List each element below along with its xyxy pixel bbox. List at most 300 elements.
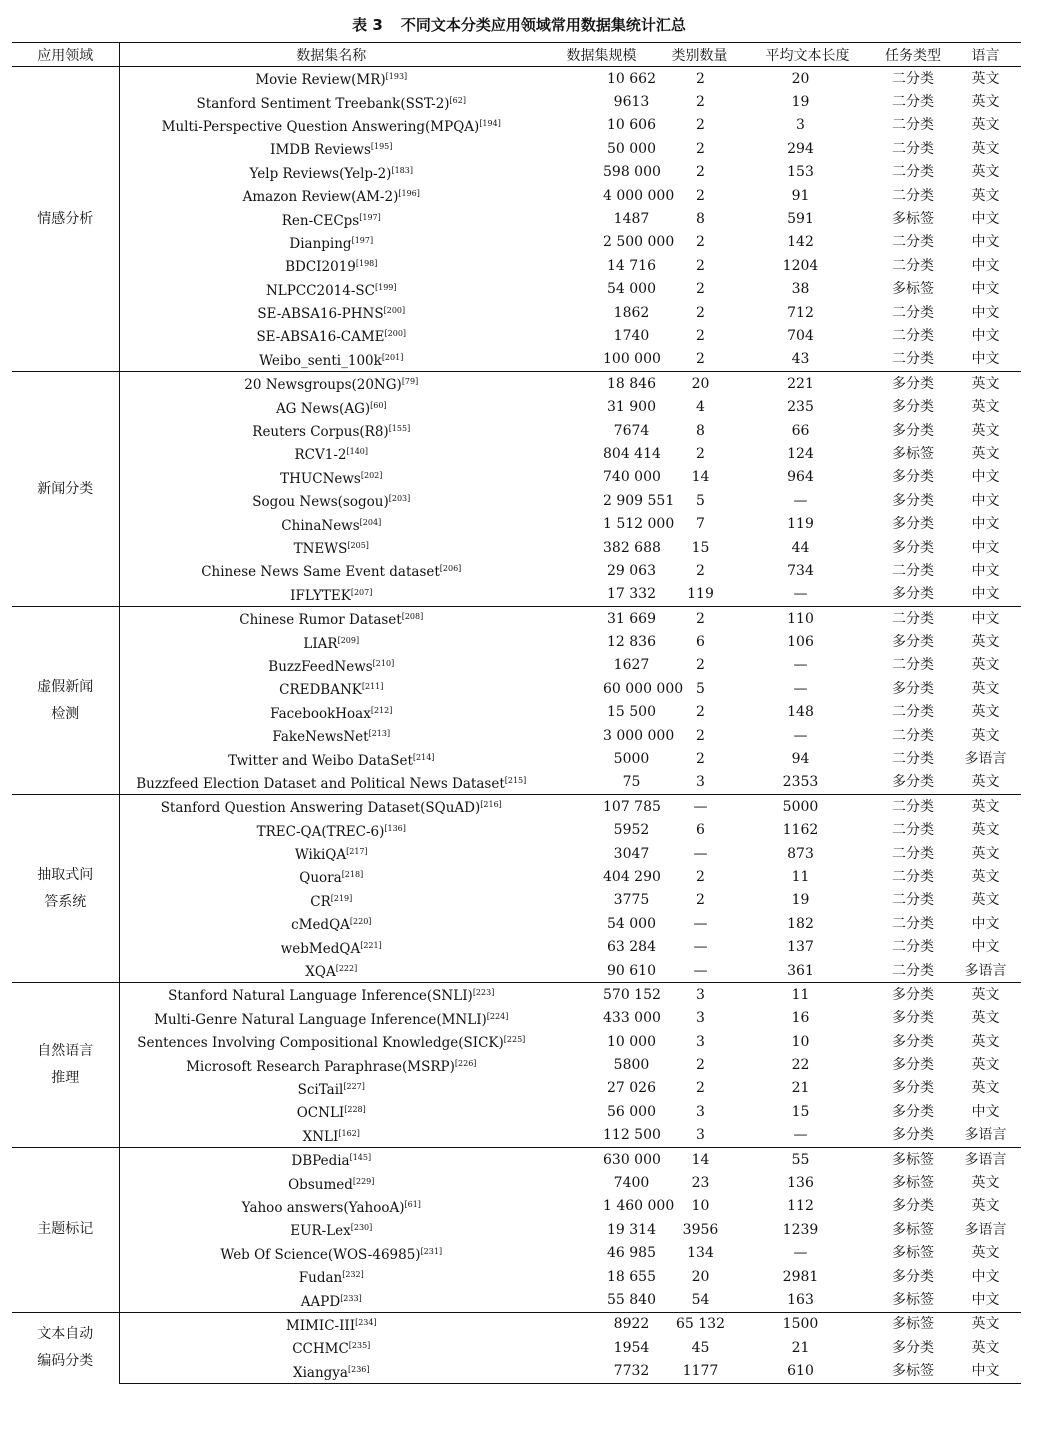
language-cell: 英文 <box>950 1312 1021 1336</box>
dataset-name: SE-ABSA16-PHNS <box>257 306 384 323</box>
dataset-name: TREC-QA(TREC-6) <box>256 823 385 840</box>
language-cell: 英文 <box>971 422 1000 439</box>
dataset-name: Xiangya <box>292 1364 348 1381</box>
class-count-cell: 54 <box>691 1292 710 1308</box>
class-count-cell: 2 <box>696 187 705 204</box>
table-row <box>12 442 1021 465</box>
avg-text-length-cell: 182 <box>787 915 814 932</box>
dataset-name-cell <box>119 254 543 277</box>
avg-text-length-cell: 610 <box>739 1359 876 1383</box>
dataset-size-cell: 3775 <box>613 892 650 909</box>
dataset-size-cell: 1862 <box>613 304 650 321</box>
citation-ref: [194] <box>479 118 501 128</box>
dataset-name: ChinaNews <box>281 517 360 534</box>
dataset-name: CR <box>310 893 331 910</box>
avg-text-length-cell: 361 <box>787 962 814 979</box>
dataset-name-cell <box>119 1100 543 1123</box>
dataset-name-cell <box>119 842 543 865</box>
dataset-table <box>12 42 1021 1384</box>
dataset-name: Obsumed <box>288 1176 353 1193</box>
dataset-size-cell: 7732 <box>543 1359 660 1383</box>
language-cell: 中文 <box>971 1103 1000 1120</box>
avg-text-length-cell: 124 <box>787 445 814 462</box>
avg-text-length-cell: 964 <box>787 469 814 486</box>
citation-ref: [234] <box>355 1317 377 1327</box>
dataset-name: Microsoft Research Paraphrase(MSRP) <box>186 1058 455 1075</box>
dataset-name: RCV1-2 <box>294 447 347 464</box>
task-type-cell: 多分类 <box>892 774 934 791</box>
class-count-cell: — <box>693 915 708 932</box>
dataset-name: EUR-Lex <box>290 1223 351 1240</box>
dataset-name: Buzzfeed Election Dataset and Political News Dataset <box>136 775 505 792</box>
citation-ref: [215] <box>504 775 527 785</box>
language-cell: 英文 <box>971 822 1000 839</box>
dataset-name: Reuters Corpus(R8) <box>252 424 389 441</box>
dataset-name: Stanford Sentiment Treebank(SST-2) <box>196 95 450 112</box>
citation-ref: [200] <box>383 306 406 316</box>
dataset-name-cell <box>119 489 543 512</box>
dataset-size-cell: 10 606 <box>607 117 656 134</box>
dataset-size-cell: 804 414 <box>603 445 661 462</box>
dataset-size-cell: 7674 <box>613 422 650 439</box>
header-area: 应用领域 <box>12 43 119 67</box>
table-row <box>12 489 1021 512</box>
table-row <box>12 1147 1021 1171</box>
dataset-name-cell <box>119 701 543 724</box>
dataset-size-cell: 4 000 000 <box>603 187 675 204</box>
dataset-size-cell: 9613 <box>613 94 650 111</box>
table-row <box>12 1336 1021 1359</box>
class-count-cell: 6 <box>696 634 705 651</box>
language-cell: 英文 <box>971 1339 1000 1356</box>
dataset-name: AAPD <box>300 1293 341 1310</box>
class-count-cell: 2 <box>696 704 705 721</box>
application-area-cell <box>12 795 119 983</box>
task-type-cell: 二分类 <box>892 94 934 111</box>
language-cell: 英文 <box>971 1198 1000 1215</box>
table-row <box>12 842 1021 865</box>
table-row <box>12 207 1021 230</box>
dataset-name-cell <box>119 395 543 418</box>
table-row <box>12 865 1021 888</box>
class-count-cell: 2 <box>696 892 705 909</box>
class-count-cell: — <box>693 962 708 979</box>
avg-text-length-cell: 55 <box>739 1147 876 1171</box>
table-row <box>12 278 1021 301</box>
citation-ref: [61] <box>404 1199 421 1209</box>
dataset-size-cell: 90 610 <box>607 962 656 979</box>
language-cell: 中文 <box>971 257 1000 274</box>
class-count-cell: 3956 <box>682 1221 719 1238</box>
dataset-size-cell: 75 <box>622 774 641 791</box>
table-row <box>12 559 1021 582</box>
citation-ref: [193] <box>385 72 408 82</box>
dataset-name-cell <box>119 348 543 372</box>
dataset-size-cell: 3 000 000 <box>603 727 675 744</box>
dataset-name: THUCNews <box>280 470 361 487</box>
dataset-size-cell: 5000 <box>613 751 650 768</box>
dataset-name-cell <box>119 983 543 1007</box>
table-row <box>12 912 1021 935</box>
class-count-cell: 4 <box>696 399 705 416</box>
language-cell: 英文 <box>950 983 1021 1007</box>
citation-ref: [205] <box>347 541 369 550</box>
task-type-cell: 多分类 <box>892 1010 934 1027</box>
dataset-name: CCHMC <box>292 1341 349 1358</box>
dataset-name: Yelp Reviews(Yelp-2) <box>249 165 392 182</box>
language-cell: 英文 <box>950 372 1021 396</box>
dataset-name-cell <box>119 419 543 442</box>
avg-text-length-cell: 110 <box>739 606 876 630</box>
dataset-name-cell <box>119 1030 543 1053</box>
avg-text-length-cell: 10 <box>791 1033 810 1050</box>
dataset-size-cell: 27 026 <box>607 1080 656 1097</box>
class-count-cell: 2 <box>696 657 705 674</box>
table-row <box>12 137 1021 160</box>
language-cell: 中文 <box>971 1268 1000 1285</box>
table-row <box>12 677 1021 700</box>
dataset-name-cell <box>119 935 543 958</box>
language-cell: 多语言 <box>964 962 1007 979</box>
task-type-cell: 多分类 <box>876 983 950 1007</box>
class-count-cell: 2 <box>696 164 705 181</box>
avg-text-length-cell: 294 <box>787 140 814 157</box>
table-row <box>12 1265 1021 1288</box>
class-count-cell: 2 <box>696 117 705 134</box>
avg-text-length-cell: — <box>793 727 808 744</box>
task-type-cell: 多分类 <box>892 1057 934 1074</box>
class-count-cell: 2 <box>660 606 739 630</box>
header-avg-length: 平均文本长度 <box>739 43 876 67</box>
dataset-name-cell <box>119 865 543 888</box>
dataset-name-cell <box>119 207 543 230</box>
dataset-size-cell: 19 314 <box>607 1221 656 1238</box>
citation-ref: [213] <box>368 729 391 739</box>
citation-ref: [199] <box>375 282 397 292</box>
task-type-cell: 多标签 <box>876 1359 950 1383</box>
task-type-cell: 多分类 <box>892 634 934 651</box>
avg-text-length-cell: 21 <box>791 1080 810 1097</box>
application-area-label: 文本自动编码分类 <box>37 1326 94 1370</box>
table-row <box>12 419 1021 442</box>
avg-text-length-cell: 1162 <box>782 822 819 839</box>
citation-ref: [219] <box>330 893 353 903</box>
dataset-size-cell: 1487 <box>613 211 650 228</box>
language-cell: 英文 <box>971 892 1000 909</box>
dataset-name: Amazon Review(AM-2) <box>242 189 399 206</box>
dataset-name-cell <box>119 1053 543 1076</box>
task-type-cell: 二分类 <box>892 562 934 579</box>
task-type-cell: 二分类 <box>892 962 934 979</box>
dataset-size-cell: 63 284 <box>607 939 656 956</box>
avg-text-length-cell: — <box>793 680 808 697</box>
dataset-size-cell: 54 000 <box>607 281 656 298</box>
language-cell: 中文 <box>971 469 1000 486</box>
dataset-name: XQA <box>305 964 336 981</box>
dataset-name-cell <box>119 724 543 747</box>
table-body <box>12 67 1021 1384</box>
class-count-cell: 2 <box>696 94 705 111</box>
table-row <box>12 889 1021 912</box>
table-row <box>12 724 1021 747</box>
citation-ref: [140] <box>346 447 368 457</box>
class-count-cell: 3 <box>660 983 739 1007</box>
header-size: 数据集规模 <box>543 43 660 67</box>
avg-text-length-cell: 43 <box>791 351 810 368</box>
dataset-size-cell: 31 900 <box>607 399 656 416</box>
task-type-cell: 多分类 <box>892 539 934 556</box>
language-cell: 英文 <box>971 445 1000 462</box>
avg-text-length-cell: 11 <box>791 868 810 885</box>
class-count-cell: — <box>693 845 708 862</box>
language-cell: 多语言 <box>950 1147 1021 1171</box>
table-row <box>12 536 1021 559</box>
citation-ref: [223] <box>472 988 495 998</box>
language-cell: 英文 <box>971 117 1000 134</box>
dataset-size-cell: 3047 <box>613 845 650 862</box>
table-row <box>12 1195 1021 1218</box>
dataset-name: FakeNewsNet <box>272 729 369 746</box>
table-row <box>12 1312 1021 1336</box>
table-row <box>12 1288 1021 1312</box>
language-cell: 中文 <box>950 1359 1021 1383</box>
dataset-name: Movie Review(MR) <box>255 72 386 89</box>
language-cell: 英文 <box>971 704 1000 721</box>
dataset-name-cell <box>119 1124 543 1148</box>
language-cell: 英文 <box>971 845 1000 862</box>
dataset-size-cell: 107 785 <box>543 795 660 819</box>
dataset-name: Sogou News(sogou) <box>252 494 389 511</box>
class-count-cell: 23 <box>691 1175 710 1192</box>
dataset-size-cell: 740 000 <box>603 469 661 486</box>
table-row <box>12 1077 1021 1100</box>
language-cell: 英文 <box>971 140 1000 157</box>
table-row <box>12 512 1021 535</box>
citation-ref: [229] <box>352 1176 375 1186</box>
task-type-cell: 多标签 <box>892 1292 934 1308</box>
dataset-name: webMedQA <box>280 940 361 957</box>
dataset-name: Stanford Question Answering Dataset(SQuAD) <box>160 800 481 817</box>
header-task-type: 任务类型 <box>876 43 950 67</box>
language-cell: 多语言 <box>964 751 1007 768</box>
table-row <box>12 606 1021 630</box>
class-count-cell: — <box>660 795 739 819</box>
dataset-size-cell: 2 909 551 <box>603 492 675 509</box>
language-cell: 英文 <box>971 657 1000 674</box>
class-count-cell: 14 <box>691 469 710 486</box>
dataset-name: Quora <box>299 870 342 887</box>
table-row <box>12 348 1021 372</box>
dataset-name-cell <box>119 889 543 912</box>
table-number: 表 3 <box>352 16 383 34</box>
language-cell: 中文 <box>971 586 1000 603</box>
dataset-name-cell <box>119 114 543 137</box>
dataset-name-cell <box>119 1312 543 1336</box>
citation-ref: [226] <box>454 1058 477 1068</box>
citation-ref: [162] <box>338 1128 360 1138</box>
language-cell: 英文 <box>971 1175 1000 1192</box>
task-type-cell: 二分类 <box>892 939 934 956</box>
dataset-size-cell: 46 985 <box>607 1245 656 1262</box>
citation-ref: [222] <box>335 964 358 974</box>
avg-text-length-cell: 16 <box>791 1010 810 1027</box>
task-type-cell: 二分类 <box>876 606 950 630</box>
language-cell: 中文 <box>971 304 1000 321</box>
class-count-cell: 65 132 <box>660 1312 739 1336</box>
task-type-cell: 多分类 <box>876 372 950 396</box>
dataset-name: DBPedia <box>291 1153 350 1170</box>
dataset-name: CREDBANK <box>279 682 362 699</box>
dataset-size-cell: 5800 <box>613 1057 650 1074</box>
dataset-name-cell <box>119 90 543 113</box>
avg-text-length-cell: 873 <box>787 845 814 862</box>
class-count-cell: 3 <box>696 1127 705 1144</box>
task-type-cell: 多分类 <box>892 586 934 603</box>
dataset-name-cell <box>119 184 543 207</box>
dataset-name: Yahoo answers(YahooA) <box>241 1199 405 1216</box>
citation-ref: [62] <box>449 95 466 105</box>
dataset-name-cell <box>119 231 543 254</box>
class-count-cell: 20 <box>691 1268 710 1285</box>
task-type-cell: 二分类 <box>892 351 934 368</box>
dataset-name: OCNLI <box>296 1105 345 1122</box>
avg-text-length-cell: 1500 <box>739 1312 876 1336</box>
language-cell: 中文 <box>971 915 1000 932</box>
application-area-cell <box>12 983 119 1148</box>
dataset-size-cell: 14 716 <box>607 257 656 274</box>
dataset-name: IFLYTEK <box>290 587 351 604</box>
dataset-name-cell <box>119 771 543 795</box>
citation-ref: [216] <box>480 800 502 810</box>
task-type-cell: 二分类 <box>892 234 934 251</box>
avg-text-length-cell: 21 <box>791 1339 810 1356</box>
avg-text-length-cell: 94 <box>791 751 810 768</box>
language-cell: 英文 <box>971 774 1000 791</box>
avg-text-length-cell: 112 <box>787 1198 814 1215</box>
dataset-name: Dianping <box>289 235 352 252</box>
class-count-cell: 1177 <box>660 1359 739 1383</box>
language-cell: 英文 <box>971 187 1000 204</box>
avg-text-length-cell: 3 <box>796 117 805 134</box>
class-count-cell: 2 <box>696 304 705 321</box>
language-cell: 英文 <box>971 680 1000 697</box>
dataset-name: IMDB Reviews <box>270 142 371 159</box>
dataset-name: MIMIC-III <box>285 1317 356 1334</box>
task-type-cell: 多分类 <box>892 422 934 439</box>
task-type-cell: 二分类 <box>892 892 934 909</box>
table-row <box>12 161 1021 184</box>
task-type-cell: 多分类 <box>892 469 934 486</box>
table-row <box>12 583 1021 607</box>
dataset-size-cell: 56 000 <box>607 1103 656 1120</box>
class-count-cell: 2 <box>696 562 705 579</box>
language-cell: 英文 <box>971 94 1000 111</box>
dataset-size-cell: 55 840 <box>607 1292 656 1308</box>
language-cell: 中文 <box>971 562 1000 579</box>
table-row <box>12 747 1021 770</box>
table-row <box>12 1030 1021 1053</box>
dataset-name: WikiQA <box>294 847 347 864</box>
dataset-name-cell <box>119 536 543 559</box>
avg-text-length-cell: 5000 <box>739 795 876 819</box>
citation-ref: [197] <box>359 212 381 222</box>
dataset-name-cell <box>119 161 543 184</box>
dataset-name: NLPCC2014-SC <box>265 282 375 299</box>
dataset-size-cell: 404 290 <box>603 868 661 885</box>
application-area-label: 新闻分类 <box>37 480 94 497</box>
avg-text-length-cell: 2353 <box>782 774 819 791</box>
task-type-cell: 多分类 <box>892 1080 934 1097</box>
dataset-size-cell: 100 000 <box>603 351 661 368</box>
dataset-name-cell <box>119 959 543 983</box>
task-type-cell: 二分类 <box>892 704 934 721</box>
dataset-name-cell <box>119 630 543 653</box>
language-cell: 英文 <box>971 1080 1000 1097</box>
dataset-name: Multi-Genre Natural Language Inference(MNLI) <box>154 1011 487 1028</box>
table-row <box>12 324 1021 347</box>
language-cell: 中文 <box>971 1292 1000 1308</box>
avg-text-length-cell: 38 <box>791 281 810 298</box>
dataset-name: Stanford Natural Language Inference(SNLI) <box>168 988 473 1005</box>
table-row <box>12 184 1021 207</box>
language-cell: 中文 <box>971 492 1000 509</box>
language-cell: 多语言 <box>964 1221 1007 1238</box>
language-cell: 英文 <box>971 727 1000 744</box>
citation-ref: [206] <box>439 564 462 574</box>
language-cell: 中文 <box>950 606 1021 630</box>
avg-text-length-cell: 136 <box>787 1175 814 1192</box>
dataset-name-cell <box>119 912 543 935</box>
class-count-cell: 2 <box>696 727 705 744</box>
dataset-name-cell <box>119 795 543 819</box>
table-row <box>12 1171 1021 1194</box>
class-count-cell: 15 <box>691 539 710 556</box>
citation-ref: [217] <box>346 847 368 857</box>
language-cell: 中文 <box>971 516 1000 533</box>
citation-ref: [230] <box>350 1223 373 1233</box>
dataset-name-cell <box>119 1359 543 1383</box>
dataset-size-cell: 18 655 <box>607 1268 656 1285</box>
dataset-size-cell: 1954 <box>613 1339 650 1356</box>
dataset-name-cell <box>119 372 543 396</box>
table-row <box>12 1007 1021 1030</box>
dataset-name-cell <box>119 1265 543 1288</box>
avg-text-length-cell: 44 <box>791 539 810 556</box>
table-row <box>12 1124 1021 1148</box>
class-count-cell: 3 <box>696 1103 705 1120</box>
dataset-size-cell: 17 332 <box>607 586 656 603</box>
dataset-name-cell <box>119 324 543 347</box>
task-type-cell: 多分类 <box>892 680 934 697</box>
application-area-cell <box>12 372 119 607</box>
dataset-name: Chinese Rumor Dataset <box>239 612 402 629</box>
application-area-label: 主题标记 <box>37 1221 94 1238</box>
task-type-cell: 多分类 <box>892 1127 934 1144</box>
dataset-name: Chinese News Same Event dataset <box>201 564 440 581</box>
avg-text-length-cell: 15 <box>791 1103 810 1120</box>
dataset-name-cell <box>119 301 543 324</box>
dataset-name: Ren-CECps <box>281 212 360 229</box>
dataset-size-cell: 29 063 <box>607 562 656 579</box>
header-language: 语言 <box>950 43 1021 67</box>
avg-text-length-cell: 153 <box>787 164 814 181</box>
citation-ref: [227] <box>343 1081 365 1091</box>
citation-ref: [136] <box>384 823 406 833</box>
dataset-name-cell <box>119 137 543 160</box>
dataset-name: FacebookHoax <box>270 705 371 722</box>
class-count-cell: 7 <box>696 516 705 533</box>
dataset-name: SciTail <box>297 1081 344 1098</box>
